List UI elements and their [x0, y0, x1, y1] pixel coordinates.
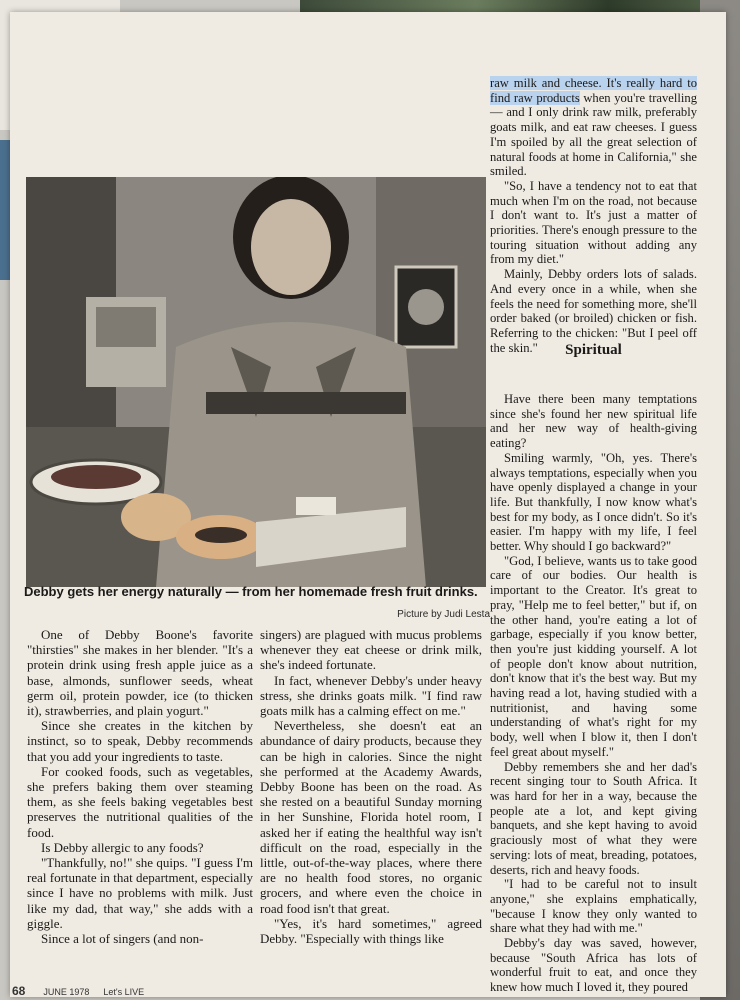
- paragraph: Smiling warmly, "Oh, yes. There's always temptations, especially when you have openly displayed a change in your life. But thankfully, I now know what's best for my body, as I once didn't. So it's easier. I'm happy with my life, I feel better. Why should I go backward?": [490, 450, 697, 554]
- paragraph: One of Debby Boone's favorite "thirsties" she makes in her blender. "It's a protein drink using fresh apple juice as a base, almonds, sunflower seeds, wheat germ oil, protein powder, ice (to thicken it), strawberries, and plain yogurt.": [27, 627, 253, 719]
- paragraph: "Yes, it's hard sometimes," agreed Debby. "Especially with things like: [260, 915, 482, 947]
- paragraph: Nevertheless, she doesn't eat an abundance of dairy products, because they can be high in calories. Since the night she performed at the Academy Awards, Debby Boone has been on the road. As she rested on a beautiful Sunday morning in her Sunshine, Florida hotel room, I asked her if eating the healthful way isn't difficult on the road, especially in the little, out-of-the-way places, where there are no health food stores, no organic grocers, and where even the choice in road food isn't that great.: [260, 718, 482, 916]
- kitchen-photo: [26, 177, 486, 587]
- section-heading: Spiritual: [565, 342, 622, 358]
- photo-caption: Debby gets her energy naturally — from her homemade fresh fruit drinks.: [24, 584, 478, 599]
- article-column-1: [27, 627, 253, 946]
- magazine-name: Let's LIVE: [103, 987, 145, 997]
- paragraph: Have there been many temptations since she's found her new spiritual life and her new way of health-giving eating?: [490, 392, 697, 451]
- paragraph: Is Debby allergic to any foods?: [41, 839, 204, 855]
- paragraph: Debby remembers she and her dad's recent singing tour to South Africa. It was hard for her in a way, because the people ate a lot, and kept giving banquets, and she kept having to avoid graciously most of what they were serving: lots of meat, breading, potatoes, deserts, rich and heavy foods.: [490, 759, 697, 877]
- paragraph: [490, 76, 697, 179]
- magazine-page: [10, 12, 726, 997]
- article-column-3: [490, 76, 697, 355]
- paragraph: "I had to be careful not to insult anyone," she explains emphatically, "because I know they only wanted to share what they had with me.": [490, 877, 697, 936]
- paragraph: "So, I have a tendency not to eat that much when I'm on the road, not because I don't want to. It's just a matter of priorities. There's enough pressure to the touring situation without adding any from my diet.": [490, 178, 697, 267]
- paragraph: Debby's day was saved, however, because "South Africa has lots of wonderful fruit to eat, and once they knew how much I loved it, they poured: [490, 936, 697, 995]
- photo-illustration: [26, 177, 486, 587]
- paragraph: For cooked foods, such as vegetables, she prefers baking them over steaming them, as she feels baking vegetables best preserves the nutritional qualities of the food.: [27, 763, 253, 840]
- page-footer: [12, 984, 144, 998]
- paragraph: Since she creates in the kitchen by instinct, so to speak, Debby recommends that you add your ingredients to taste.: [27, 718, 253, 764]
- paragraph: "God, I believe, wants us to take good care of our bodies. Our health is important to the Creator. It's great to pray, "Help me to feel better," but if, on the other hand, you're eating a lot of garbage, especially if you know better, then you're just kidding yourself. A lot of people don't know about nutrition, don't know that it's the best way. But my having read a lot, having studied with a nutritionist, and having some understanding of what's right for my body, well when I blow it, then I don't feel great about myself.": [490, 553, 697, 759]
- paragraph: "Thankfully, no!" she quips. "I guess I'm real fortunate in that department, especially since I have no problems with milk. Just like my dad, that way," she adds with a giggle.: [27, 855, 253, 931]
- page-number: 68: [12, 984, 26, 998]
- article-column-2: [260, 627, 482, 946]
- article-column-3-lower: [490, 392, 697, 995]
- paragraph: singers) are plagued with mucus problems whenever they eat cheese or drink milk, she's indeed fortunate.: [260, 627, 482, 673]
- issue-date: JUNE 1978: [43, 987, 90, 997]
- paragraph: Mainly, Debby orders lots of salads. And every once in a while, when she feels the need for something more, she'll order baked (or broiled) chicken or fish. Referring to the chicken: "But I peel off the skin.": [490, 267, 697, 355]
- highlighted-text[interactable]: raw milk and cheese. It's really hard to find raw products: [490, 76, 697, 105]
- paragraph: In fact, whenever Debby's under heavy stress, she drinks goats milk. "I find raw goats milk has a calming effect on me.": [260, 672, 482, 719]
- paragraph-continuation: when you're travelling — and I only drink raw milk, preferably goats milk, and eat raw cheeses. I guess I'm spoiled by all the great selection of natural foods at home in California," she smiled.: [490, 90, 697, 179]
- photo-credit: Picture by Judi Lesta: [397, 609, 490, 620]
- paragraph: Since a lot of singers (and non-: [41, 931, 204, 947]
